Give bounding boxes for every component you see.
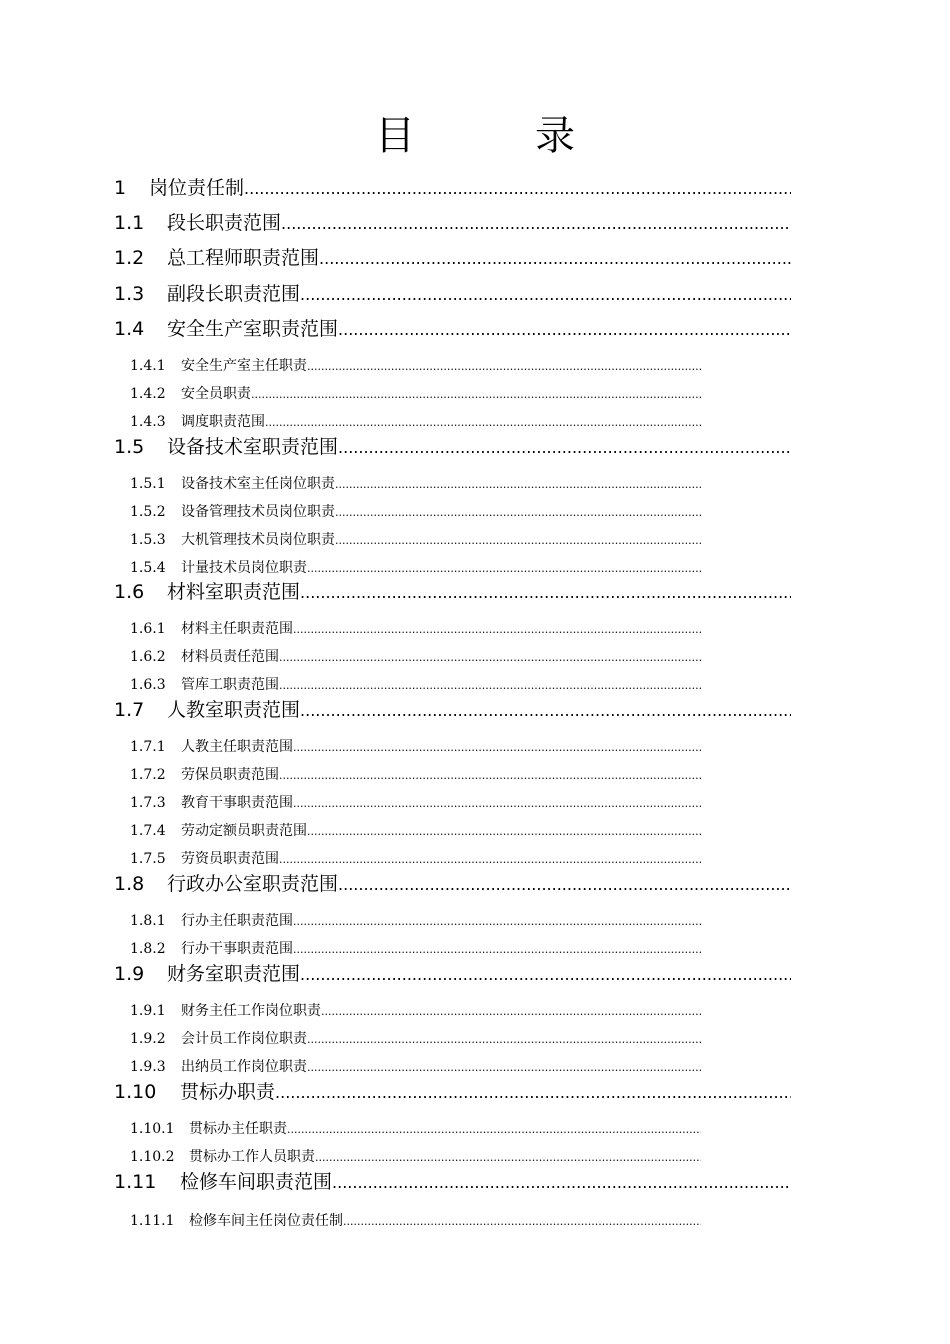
toc-dot-leader [279,765,701,786]
toc-dot-leader [300,697,791,724]
toc-entry-number: 1.4.2 [130,386,166,402]
toc-entry-subsection[interactable] [130,1000,701,1022]
toc-dot-leader [307,821,701,842]
toc-entry-title: 设备技术室主任岗位职责 [181,476,335,492]
toc-dot-leader [287,1119,701,1140]
toc-entry-number: 1.7.4 [130,823,166,839]
toc-entry-title: 教育干事职责范围 [181,795,293,811]
toc-dot-leader [244,175,791,202]
toc-entry-title: 大机管理技术员岗位职责 [181,532,335,548]
toc-entry-number: 1.1 [114,212,145,234]
toc-entry-number: 1.10.2 [130,1149,175,1165]
toc-entry-subsection[interactable] [130,411,701,433]
toc-dot-leader [307,558,701,579]
toc-entry-section[interactable] [114,870,791,898]
toc-entry-title: 材料员责任范围 [181,649,279,665]
toc-entry-section[interactable] [114,696,791,724]
toc-title: 目 录 [375,113,615,159]
toc-entry-number: 1.5 [114,436,145,458]
toc-entry-number: 1.5.4 [130,560,166,576]
toc-entry-number: 1 [114,177,127,199]
toc-entry-number: 1.6.1 [130,621,166,637]
toc-dot-leader [307,1029,701,1050]
toc-dot-leader [251,384,701,405]
toc-entry-title: 设备管理技术员岗位职责 [181,504,335,520]
toc-entry-title: 检修车间主任岗位责任制 [189,1213,343,1229]
toc-entry-title: 财务室职责范围 [167,963,301,985]
toc-entry-title: 检修车间职责范围 [180,1171,333,1193]
toc-dot-leader [279,647,701,668]
toc-dot-leader [279,675,701,696]
toc-entry-subsection[interactable] [130,646,701,668]
toc-entry-title: 贯标办主任职责 [189,1121,287,1137]
toc-entry-number: 1.9.2 [130,1031,166,1047]
toc-entry-section[interactable] [114,1078,791,1106]
toc-entry-number: 1.7.5 [130,851,166,867]
toc-entry-section[interactable] [114,578,791,606]
toc-dot-leader [338,316,791,343]
toc-entry-number: 1.7 [114,699,145,721]
toc-entry-subsection[interactable] [130,1210,701,1232]
toc-entry-subsection[interactable] [130,557,701,579]
toc-dot-leader [293,939,701,960]
toc-entry-subsection[interactable] [130,1146,701,1168]
toc-entry-title: 管库工职责范围 [181,677,279,693]
toc-entry-number: 1.7.3 [130,795,166,811]
toc-entry-section[interactable] [114,960,791,988]
toc-entry-number: 1.4 [114,318,145,340]
toc-entry-subsection[interactable] [130,848,701,870]
toc-entry-number: 1.6 [114,581,145,603]
toc-entry-subsection[interactable] [130,910,701,932]
toc-dot-leader [335,530,701,551]
toc-entry-number: 1.11.1 [130,1213,175,1229]
toc-entry-number: 1.9.1 [130,1003,166,1019]
toc-entry-subsection[interactable] [130,792,701,814]
toc-dot-leader [275,1079,791,1106]
toc-dot-leader [319,245,791,272]
toc-entry-number: 1.10.1 [130,1121,175,1137]
toc-entry-title: 安全员职责 [181,386,251,402]
toc-entry-subsection[interactable] [130,501,701,523]
toc-entry-section[interactable] [114,1168,791,1196]
toc-dot-leader [300,281,791,308]
toc-dot-leader [300,961,791,988]
toc-entry-title: 劳动定额员职责范围 [181,823,307,839]
toc-dot-leader [300,579,791,606]
toc-entry-title: 材料室职责范围 [167,581,301,603]
toc-entry-number: 1.11 [114,1171,157,1193]
toc-entry-subsection[interactable] [130,355,701,377]
toc-entry-number: 1.5.1 [130,476,166,492]
toc-dot-leader [281,210,791,237]
toc-dot-leader [335,474,701,495]
toc-entry-number: 1.7.1 [130,739,166,755]
toc-dot-leader [279,849,701,870]
toc-entry-subsection[interactable] [130,383,701,405]
toc-entry-number: 1.7.2 [130,767,166,783]
toc-entry-title: 副段长职责范围 [167,283,301,305]
toc-entry-number: 1.4.3 [130,414,166,430]
toc-entry-title: 贯标办工作人员职责 [189,1149,315,1165]
toc-entry-number: 1.9.3 [130,1059,166,1075]
toc-entry-section[interactable] [114,174,791,202]
toc-dot-leader [335,502,701,523]
toc-dot-leader [293,793,701,814]
toc-entry-number: 1.8.1 [130,913,166,929]
toc-entry-title: 计量技术员岗位职责 [181,560,307,576]
toc-entry-subsection[interactable] [130,473,701,495]
toc-entry-title: 设备技术室职责范围 [167,436,339,458]
toc-entry-number: 1.8 [114,873,145,895]
toc-entry-title: 贯标办职责 [180,1081,276,1103]
toc-entry-section[interactable] [114,315,791,343]
toc-entry-title: 段长职责范围 [167,212,282,234]
toc-entry-number: 1.2 [114,247,145,269]
toc-entry-number: 1.6.2 [130,649,166,665]
toc-entry-title: 安全生产室职责范围 [167,318,339,340]
toc-entry-subsection[interactable] [130,736,701,758]
toc-entry-section[interactable] [114,244,791,272]
toc-entry-number: 1.9 [114,963,145,985]
toc-entry-section[interactable] [114,280,791,308]
toc-entry-subsection[interactable] [130,938,701,960]
toc-entry-number: 1.6.3 [130,677,166,693]
toc-entry-subsection[interactable] [130,764,701,786]
toc-entry-title: 材料主任职责范围 [181,621,293,637]
toc-dot-leader [265,412,701,433]
toc-dot-leader [293,911,701,932]
toc-entry-title: 调度职责范围 [181,414,265,430]
toc-entry-subsection[interactable] [130,529,701,551]
toc-entry-subsection[interactable] [130,1028,701,1050]
toc-entry-subsection[interactable] [130,1118,701,1140]
toc-entry-subsection[interactable] [130,674,701,696]
toc-entry-title: 安全生产室主任职责 [181,358,307,374]
toc-dot-leader [332,1169,791,1196]
toc-entry-title: 人教室职责范围 [167,699,301,721]
toc-entry-title: 劳资员职责范围 [181,851,279,867]
toc-entry-number: 1.3 [114,283,145,305]
toc-dot-leader [315,1147,701,1168]
toc-entry-title: 财务主任工作岗位职责 [181,1003,321,1019]
toc-entry-title: 行政办公室职责范围 [167,873,339,895]
toc-dot-leader [338,871,791,898]
toc-dot-leader [321,1001,701,1022]
toc-entry-title: 岗位责任制 [149,177,245,199]
toc-entry-title: 总工程师职责范围 [167,247,320,269]
toc-dot-leader [293,737,701,758]
toc-entry-number: 1.5.2 [130,504,166,520]
toc-entry-number: 1.4.1 [130,358,166,374]
toc-entry-number: 1.5.3 [130,532,166,548]
toc-entry-title: 行办干事职责范围 [181,941,293,957]
toc-dot-leader [293,619,701,640]
toc-entry-title: 劳保员职责范围 [181,767,279,783]
toc-dot-leader [338,434,791,461]
toc-dot-leader [307,356,701,377]
toc-dot-leader [307,1057,701,1078]
toc-entry-subsection[interactable] [130,820,701,842]
toc-entry-number: 1.10 [114,1081,157,1103]
toc-entry-subsection[interactable] [130,1056,701,1078]
toc-entry-section[interactable] [114,433,791,461]
toc-entry-number: 1.8.2 [130,941,166,957]
toc-entry-subsection[interactable] [130,618,701,640]
toc-entry-title: 人教主任职责范围 [181,739,293,755]
toc-entry-title: 行办主任职责范围 [181,913,293,929]
toc-entry-section[interactable] [114,209,791,237]
toc-dot-leader [343,1211,701,1232]
toc-entry-title: 会计员工作岗位职责 [181,1031,307,1047]
toc-entry-title: 出纳员工作岗位职责 [181,1059,307,1075]
